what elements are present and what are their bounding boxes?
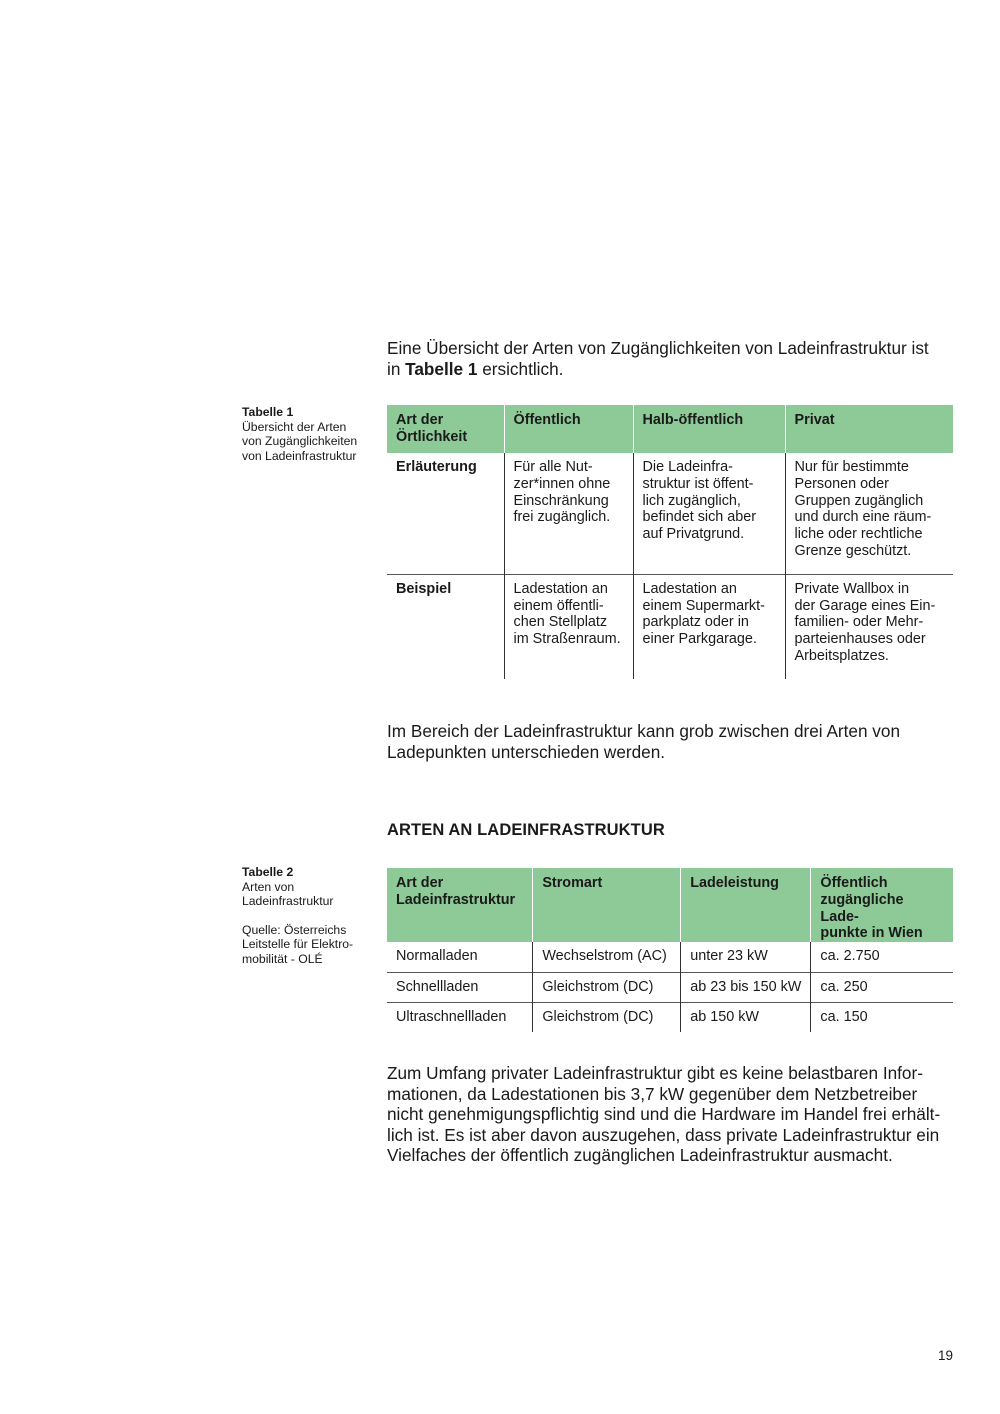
- table-cell: Nur für bestimmte Personen oder Gruppen zugänglich und durch eine räum- liche oder rechtliche Grenze geschützt.: [785, 453, 953, 574]
- row-label-beispiel: Beispiel: [387, 574, 504, 678]
- table-2-caption-title: Tabelle 2: [242, 865, 294, 879]
- table-cell: Gleichstrom (DC): [533, 1002, 681, 1032]
- closing-line: Vielfaches der öffentlich zugänglichen Ladeinfrastruktur ausmacht.: [387, 1145, 893, 1165]
- intro-paragraph: [387, 338, 957, 379]
- table-1-caption-title: Tabelle 1: [242, 405, 294, 419]
- table-cell: Ladestation an einem Supermarkt- parkplatz oder in einer Parkgarage.: [633, 574, 785, 678]
- middle-line-2: Ladepunkten unterschieden werden.: [387, 741, 666, 762]
- closing-paragraph: [387, 1063, 962, 1166]
- closing-line: nicht genehmigungspflichtig sind und die Hardware im Handel frei erhält-: [387, 1104, 941, 1124]
- intro-line-2-pre: in: [387, 358, 406, 379]
- intro-line-1: Eine Übersicht der Arten von Zugänglichkeiten von Ladeinfrastruktur ist: [387, 338, 929, 358]
- intro-line-2-post: ersichtlich.: [477, 358, 564, 379]
- table-cell: ca. 2.750: [811, 942, 953, 972]
- table-2-caption-line: Arten von: [242, 879, 295, 894]
- table-cell: Für alle Nut- zer*innen ohne Einschränkung frei zugänglich.: [504, 453, 633, 574]
- header-oeffentliche-ladepunkte: Öffentlich zugängliche Lade- punkte in Wien: [811, 868, 953, 942]
- header-halb-oeffentlich: Halb-öffentlich: [633, 405, 785, 453]
- table-2-caption-line: Ladeinfrastruktur: [242, 894, 334, 908]
- row-label-erlaeuterung: Erläuterung: [396, 459, 477, 475]
- closing-line: mationen, da Ladestationen bis 3,7 kW gegenüber dem Netzbetreiber: [387, 1083, 918, 1104]
- page-number: 19: [938, 1348, 954, 1363]
- table-cell: Wechselstrom (AC): [533, 942, 681, 972]
- table-1-reference: Tabelle 1: [405, 358, 478, 379]
- table-1-caption-line: von Zugänglichkeiten: [242, 434, 358, 448]
- table-header-row: [387, 405, 953, 453]
- table-cell: ca. 250: [811, 972, 953, 1002]
- header-art-der-oertlichkeit: Art der Örtlichkeit: [387, 405, 504, 453]
- table-2-source: Quelle: Österreichs Leitstelle für Elektro- mobilität - OLÉ: [242, 922, 354, 966]
- table-row: [387, 972, 953, 1002]
- table-cell: unter 23 kW: [681, 942, 811, 972]
- header-privat: Privat: [785, 405, 953, 453]
- table-2-caption: [242, 865, 372, 966]
- closing-line: lich ist. Es ist aber davon auszugehen, dass private Ladeinfrastruktur ein: [387, 1124, 940, 1145]
- middle-line-1: Im Bereich der Ladeinfrastruktur kann grob zwischen drei Arten von: [387, 721, 901, 741]
- closing-line: Zum Umfang privater Ladeinfrastruktur gibt es keine belastbaren Infor-: [387, 1063, 923, 1083]
- table-cell: Normalladen: [396, 948, 478, 965]
- table-1-caption-line: von Ladeinfrastruktur: [242, 448, 357, 463]
- table-header-row: [387, 868, 953, 942]
- table-cell: Ultraschnellladen: [387, 1002, 533, 1032]
- table-1-caption: [242, 405, 372, 463]
- header-oeffentlich: Öffentlich: [504, 405, 633, 453]
- table-cell: Gleichstrom (DC): [533, 972, 681, 1002]
- header-art-der-ladeinfrastruktur: Art der Ladeinfrastruktur: [387, 868, 533, 942]
- table-cell: Die Ladeinfra- struktur ist öffent- lich zugänglich, befindet sich aber auf Privatgrund.: [633, 453, 785, 574]
- section-heading: ARTEN AN LADEINFRASTRUKTUR: [387, 821, 665, 839]
- table-1-caption-line: Übersicht der Arten: [242, 419, 347, 434]
- middle-paragraph: [387, 721, 957, 762]
- table-row: [387, 453, 953, 574]
- table-row: [387, 1002, 953, 1032]
- table-cell: ab 150 kW: [681, 1002, 811, 1032]
- table-cell: ab 23 bis 150 kW: [681, 972, 811, 1002]
- header-stromart: Stromart: [533, 868, 681, 942]
- table-cell: Ladestation an einem öffentli- chen Stellplatz im Straßenraum.: [504, 574, 633, 678]
- table-row: [387, 942, 953, 972]
- table-row: [387, 574, 953, 678]
- accessibility-types-table: [387, 405, 953, 679]
- charging-infrastructure-types-table: [387, 868, 953, 1032]
- table-cell: Private Wallbox in der Garage eines Ein- familien- oder Mehr- parteienhauses oder Arbeitsplatzes.: [785, 574, 953, 678]
- table-cell: ca. 150: [811, 1002, 953, 1032]
- header-ladeleistung: Ladeleistung: [681, 868, 811, 942]
- table-cell: Schnellladen: [387, 972, 533, 1002]
